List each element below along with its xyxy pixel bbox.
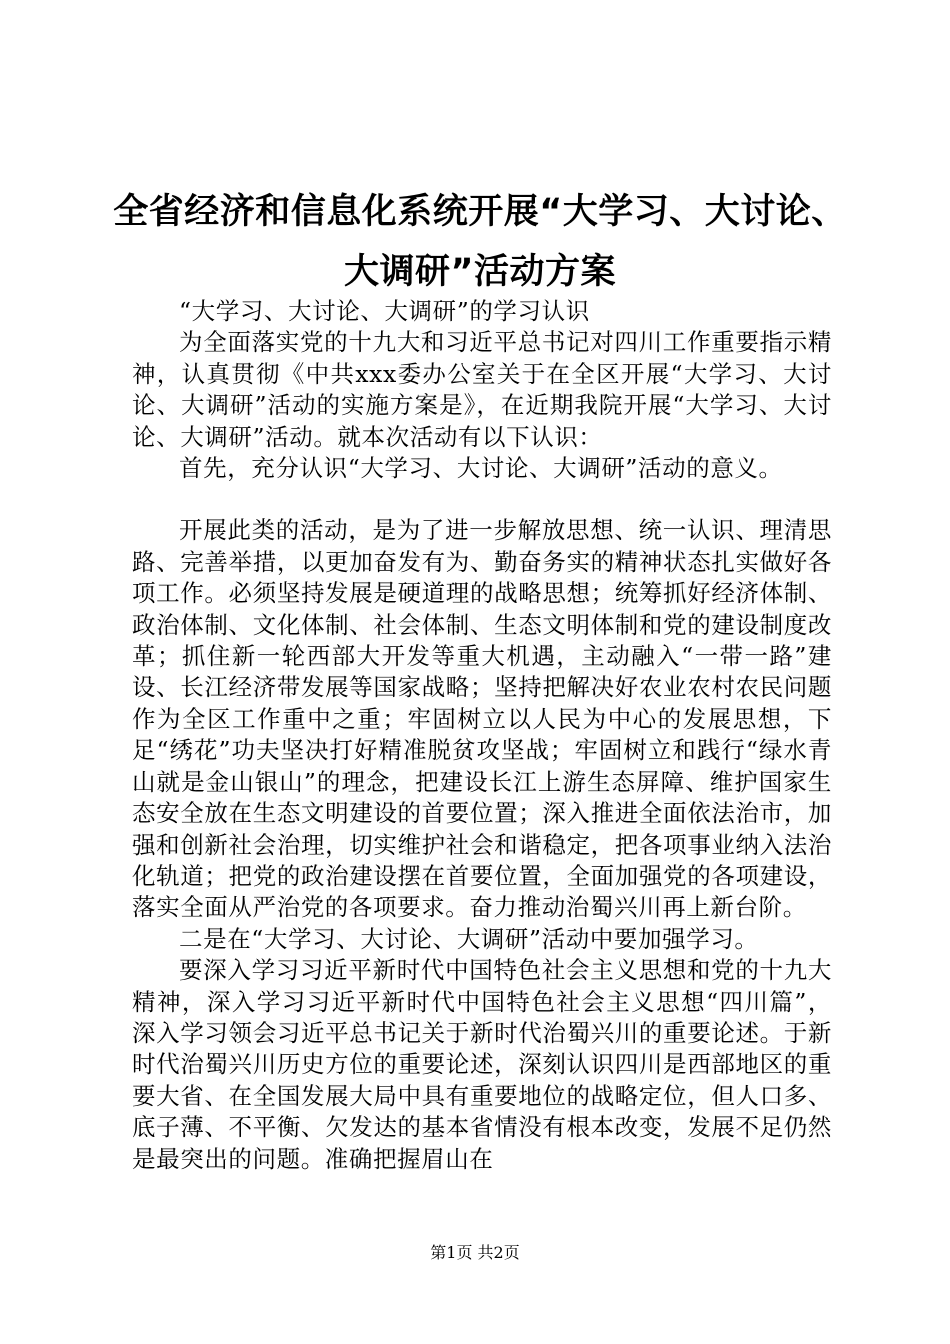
paragraph-activity-purpose: 开展此类的活动，是为了进一步解放思想、统一认识、理清思路、完善举措，以更加奋发有为、勤奋务实的精神状态扎实做好各项工作。必须坚持发展是硬道理的战略思想；统筹抓好经济体制、政治体制、文化体制、社会体制、生态文明体制和党的建设制度改革；抓住新一轮西部大开发等重大机遇，主动融入“一带一路”建设、长江经济带发展等国家战略；坚持把解决好农业农村农民问题作为全区工作重中之重；牢固树立以人民为中心的发展思想，下足“绣花”功夫坚决打好精准脱贫攻坚战；牢固树立和践行“绿水青山就是金山银山”的理念，把建设长江上游生态屏障、维护国家生态安全放在生态文明建设的首要位置；深入推进全面依法治市，加强和创新社会治理，切实维护社会和谐稳定，把各项事业纳入法治化轨道；把党的政治建设摆在首要位置，全面加强党的各项建设，落实全面从严治党的各项要求。奋力推动治蜀兴川再上新台阶。 (132, 516, 832, 922)
page-number-footer: 第1页 共2页 (430, 1243, 520, 1262)
paragraph-second-point: 二是在“大学习、大讨论、大调研”活动中要加强学习。 (179, 924, 759, 953)
document-title: 全省经济和信息化系统开展“大学习、大讨论、大调研”活动方案 (113, 192, 847, 292)
paragraph-spacer (132, 484, 832, 515)
paragraph-heading-learning: “大学习、大讨论、大调研”的学习认识 (179, 297, 590, 325)
paragraph-study-content: 要深入学习习近平新时代中国特色社会主义思想和党的十九大精神，深入学习习近平新时代中国特色社会主义思想“四川篇”，深入学习领会习近平总书记关于新时代治蜀兴川的重要论述。于新时代治蜀兴川历史方位的重要论述，深刻认识四川是西部地区的重要大省、在全国发展大局中具有重要地位的战略定位，但人口多、底子薄、不平衡、欠发达的基本省情没有根本改变，发展不足仍然是最突出的问题。准确把握眉山在 (132, 956, 832, 1173)
paragraph-first-point: 首先，充分认识“大学习、大讨论、大调研”活动的意义。 (179, 454, 783, 483)
document-body (132, 296, 832, 1175)
paragraph-intro: 为全面落实党的十九大和习近平总书记对四川工作重要指示精神，认真贯彻《中共xxx委办公室关于在全区开展“大学习、大讨论、大调研”活动的实施方案是》，在近期我院开展“大学习、大讨论、大调研”活动。就本次活动有以下认识： (132, 328, 832, 451)
